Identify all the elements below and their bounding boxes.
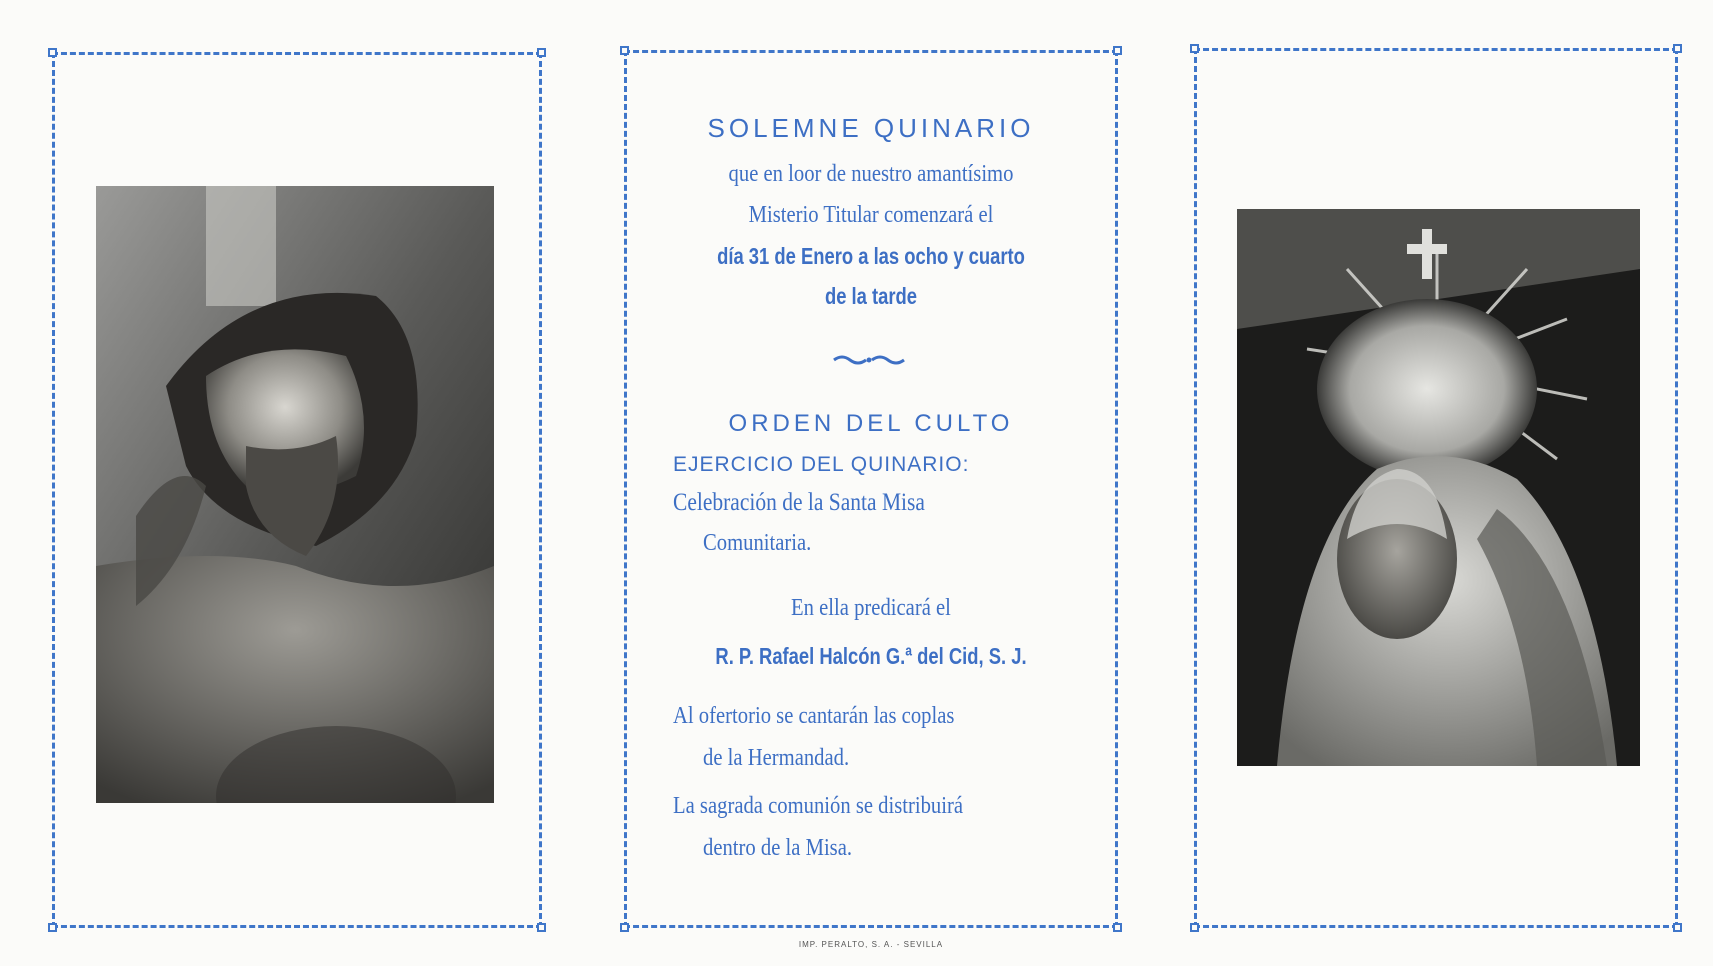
corner-ornament	[1190, 44, 1199, 53]
intro-line: que en loor de nuestro amantísimo	[728, 161, 1014, 187]
predicara-line: En ella predicará el	[791, 595, 951, 621]
date-line: día 31 de Enero a las ocho y cuarto	[717, 243, 1025, 269]
date-line: de la tarde	[824, 283, 918, 309]
photo-virgin-image	[1237, 209, 1640, 766]
celebracion-line: Celebración de la Santa Misa	[673, 489, 925, 516]
preacher-name: R. P. Rafael Halcón G.ª del Cid, S. J.	[715, 643, 1027, 669]
left-panel	[52, 52, 542, 928]
corner-ornament	[48, 48, 57, 57]
ofertorio-line: Al ofertorio se cantarán las coplas	[673, 703, 955, 729]
photo-christ-image	[96, 186, 494, 803]
corner-ornament	[537, 48, 546, 57]
center-panel	[624, 50, 1118, 928]
divider-ornament	[832, 353, 906, 367]
celebracion-line: Comunitaria.	[703, 530, 812, 556]
corner-ornament	[537, 923, 546, 932]
corner-ornament	[1190, 923, 1199, 932]
ejercicio-heading: EJERCICIO DEL QUINARIO:	[673, 453, 970, 476]
comunion-line: La sagrada comunión se distribuirá	[673, 793, 964, 819]
intro-line: Misterio Titular comenzará el	[748, 202, 994, 228]
corner-ornament	[48, 923, 57, 932]
right-panel	[1194, 48, 1678, 928]
orden-heading: ORDEN DEL CULTO	[728, 410, 1014, 437]
corner-ornament	[620, 46, 629, 55]
corner-ornament	[1113, 923, 1122, 932]
ofertorio-line: de la Hermandad.	[703, 745, 850, 771]
comunion-line: dentro de la Misa.	[703, 835, 853, 861]
corner-ornament	[1673, 44, 1682, 53]
corner-ornament	[620, 923, 629, 932]
imprint-text: IMP. PERALTO, S. A. - SEVILLA	[798, 940, 944, 949]
corner-ornament	[1113, 46, 1122, 55]
corner-ornament	[1673, 923, 1682, 932]
title: SOLEMNE QUINARIO	[707, 113, 1035, 143]
